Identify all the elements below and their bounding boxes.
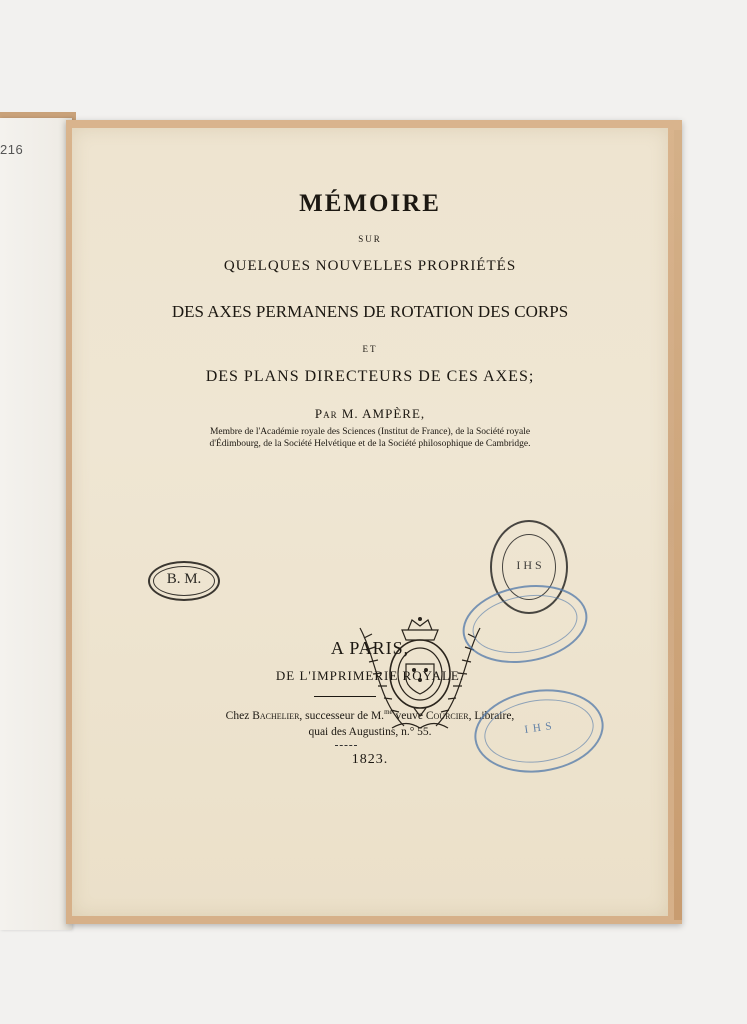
blue-stamp-text: I H S (523, 720, 554, 736)
imprint-city: A PARIS, (330, 638, 410, 658)
shelfmark-note: 216 (0, 142, 24, 157)
board-edge (674, 130, 682, 920)
imprint-printer: DE L'IMPRIMERIE ROYALE. (275, 668, 465, 683)
library-stamp-text: B. M. (166, 571, 202, 587)
bookseller-name: Bachelier (252, 709, 300, 722)
flyleaf (0, 118, 72, 930)
bookseller-pre: Chez (225, 709, 253, 722)
page-title: MÉMOIRE (299, 190, 441, 217)
ornament-divider (335, 745, 357, 749)
affiliation-line-1: Membre de l'Académie royale des Sciences (Institut de France), de la Société royale (209, 427, 531, 437)
library-stamp (148, 561, 220, 601)
author-prefix: Par (314, 406, 338, 421)
author-name: M. AMPÈRE, (337, 406, 426, 421)
bookseller-address: quai des Augustins, n.° 55. (308, 726, 432, 738)
author-affiliation (72, 426, 668, 450)
bookseller-name-2: Courcier (425, 709, 469, 722)
publication-year: 1823. (351, 752, 389, 767)
bookseller-mid2: veuve (392, 709, 426, 722)
title-page (72, 128, 668, 916)
ownership-seal-text: I H S (516, 558, 542, 572)
bookseller-post: , Libraire, (468, 709, 515, 722)
subtitle-line-1: QUELQUES NOUVELLES PROPRIÉTÉS (223, 258, 517, 274)
affiliation-line-2: d'Édimbourg, de la Société Helvétique et de la Société philosophique de Cambridge. (209, 439, 531, 449)
subtitle-et: ET (362, 344, 378, 354)
subtitle-sur: SUR (358, 234, 382, 244)
imprint-rule (314, 696, 376, 697)
subtitle-line-2: DES AXES PERMANENS DE ROTATION DES CORPS (171, 302, 569, 321)
subtitle-line-3: DES PLANS DIRECTEURS DE CES AXES; (205, 368, 535, 385)
author-line (72, 406, 668, 422)
bookseller-mid: , successeur de M. (299, 709, 385, 722)
bookseller-sup: me (384, 708, 393, 716)
